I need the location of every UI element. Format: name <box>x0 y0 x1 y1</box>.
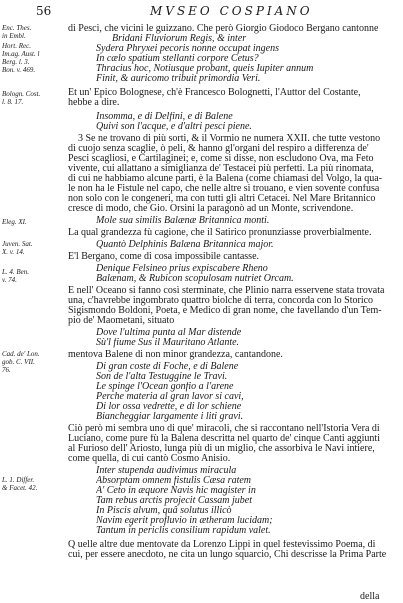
text-line: non solo con le congeneri, ma con tutti gli altri Cetacei. Nel Mare Britannico <box>68 194 376 204</box>
margin-note: X. v. 14. <box>2 248 25 256</box>
margin-note: gob. C. VII. <box>2 358 35 366</box>
verse-line: Di gran coste di Foche, e di Balene <box>96 362 239 372</box>
text-line: al Furioso dell' Ariosto, lunga più di un miglio, che assorbiva le Navi intiere, <box>68 444 375 454</box>
running-header <box>0 4 403 20</box>
verse-line: Biancheggiar largamente i liti gravi. <box>96 412 244 422</box>
verse-line: Perche materia al gran lavor si cavi, <box>96 392 244 402</box>
text-line: 3 Se ne trovano di più sorti, & il Vormio ne numera XXII. che tutte vestono <box>78 134 381 144</box>
margin-note: Eleg. XI. <box>2 218 27 226</box>
verse-line: Navim egerit profluvio in ætheram lucidam; <box>96 516 273 526</box>
verse-line: Dove l'ultima punta al Mar distende <box>96 328 242 338</box>
verse-line: Quantò Delphinis Balæna Britannica major. <box>96 240 274 250</box>
margin-note: Berg. l. 3. <box>2 58 30 66</box>
margin-note: Hort. Rec. <box>2 42 31 50</box>
verse-line: Denique Felsineo prius expiscabere Rheno <box>96 264 268 274</box>
verse-line: Mole sua similis Balænæ Britannica monti. <box>96 216 270 226</box>
margin-note: Cad. de' Lon. <box>2 350 40 358</box>
text-line: cresce di modo, che Gio. Orsini la paragonò ad un Monte, scrivendone. <box>68 204 354 214</box>
text-line: pio de' Maometani, situato <box>68 316 175 326</box>
text-line: le non ha le Fistule nel capo, che nelle altre si trouano, e vien sovente confusa <box>68 184 380 194</box>
text-line: E'l Bergano, come di cosa impossibile cantasse. <box>68 252 260 262</box>
text-line: mentova Balene di non minor grandezza, cantandone. <box>68 350 283 360</box>
verse-line: Quivi son l'acque, e d'altri pesci piene. <box>96 122 252 132</box>
text-line: Luciano, come pure fù la Balena descritta nel quarto de' cinque Canti aggiunti <box>68 434 380 444</box>
text-line: di cui ne habbiamo alcune parti, è la Balena (come chiamasi del Volgo, la qua- <box>68 174 382 184</box>
verse-line: Son de l'alta Testuggine le Travi. <box>96 372 228 382</box>
page-number: 56 <box>36 4 52 18</box>
verse-line: In cælo spatium stellanti corpore Cetus? <box>96 54 259 64</box>
text-line: Q uelle altre due mentovate da Lorenzo Lippi in quel festevissimo Poema, di <box>68 540 376 550</box>
verse-line: Di lor ossa vedrette, e di lor schiene <box>96 402 242 412</box>
verse-line: Tam rebus arctis projecit Cassam jubet <box>96 496 253 506</box>
verse-line: Absorptam omnem fistulis Cæsa ratem <box>96 476 252 486</box>
catchword: della <box>360 591 380 602</box>
verse-line: Tantum in periclis consilium rapidum valet. <box>96 526 271 536</box>
verse-line: Sydera Phryxei pecoris nonne occupat ingens <box>96 44 280 54</box>
margin-note: Im.ag. Aust. l <box>2 50 40 58</box>
text-line: La qual grandezza fù cagione, che il Satirico pronunziasse proverbialmente. <box>68 228 372 238</box>
verse-line: Le spinge l'Ocean gonfio a l'arene <box>96 382 234 392</box>
verse-line: Bridani Fluviorum Regis, & inter <box>112 34 247 44</box>
margin-note: l. 8. 17. <box>2 98 24 106</box>
running-title: MVSEO COSPIANO <box>150 4 313 18</box>
margin-note: in Embl. <box>2 32 26 40</box>
margin-note: 76. <box>2 366 11 374</box>
margin-note: & Facet. 42. <box>2 484 38 492</box>
verse-line: A' Ceto in æquore Navis hic magister in <box>96 486 256 496</box>
text-line: vivente, cui allattano a simiglianza de' Testacei più perfetti. La più rinomata, <box>68 164 374 174</box>
text-line: cui, per essere anecdoto, ne cita un lungo squarcio, Chi descrisse la Prima Parte <box>68 550 387 560</box>
text-line: di Pesci, che vicini le guizzano. Che però Giorgio Giodoco Bergano cantonne <box>68 24 379 34</box>
text-line: Ciò però mi sembra uno di que' miracoli, che si raccontano nell'Istoria Vera di <box>68 424 380 434</box>
text-line: Pesci scagliosi, e Cartilaginei; e, come si disse, non escludono Ova, ma Feto <box>68 154 374 164</box>
verse-line: Finit, & auricomo tribuit primordia Veri. <box>96 74 261 84</box>
margin-note: Enc. Thes. <box>2 24 32 32</box>
text-line: di cuojo senza scaglie, ò peli, & hanno gl'organi del respiro a differenza de' <box>68 144 369 154</box>
margin-note: v. 74. <box>2 276 17 284</box>
text-line: Sigismondo Boldoni, Poeta, e Medico di gran nome, che favellando d'un Tem- <box>68 306 382 316</box>
verse-line: Inter stupenda audivimus miracula <box>96 466 237 476</box>
margin-note: L. 4. Ben. <box>2 268 30 276</box>
margin-note: Bologn. Cost. <box>2 90 41 98</box>
margin-note: L. 1. Differ. <box>2 476 35 484</box>
verse-line: Balænam, & Rubicon scopulosam nutriet Orcam. <box>96 274 294 284</box>
verse-line: Thracius hoc, Notiusque probant, queis Iupiter annum <box>96 64 314 74</box>
text-line: come quella, di cui cantò Cosmo Anisio. <box>68 454 231 464</box>
verse-line: In Piscis alvum, quâ solutus illicò <box>96 506 232 516</box>
margin-note: Juven. Sat. <box>2 240 33 248</box>
text-line: una, c'havrebbe ingombrato quattro biolche di terra, concorda con lo Storico <box>68 296 374 306</box>
verse-line: Insomma, e di Delfini, e di Balene <box>96 112 233 122</box>
text-line: E nell' Oceano si fanno così sterminate, che Plinio narra esservene stata trovata <box>68 286 385 296</box>
text-line: hebbe a dire. <box>68 98 120 108</box>
verse-line: Sù'l fiume Sus il Mauritano Atlante. <box>96 338 240 348</box>
margin-note: Bon. v. 469. <box>2 66 36 74</box>
text-line: Et un' Epico Bolognese, ch'è Francesco Bolognetti, l'Auttor del Costante, <box>68 88 361 98</box>
